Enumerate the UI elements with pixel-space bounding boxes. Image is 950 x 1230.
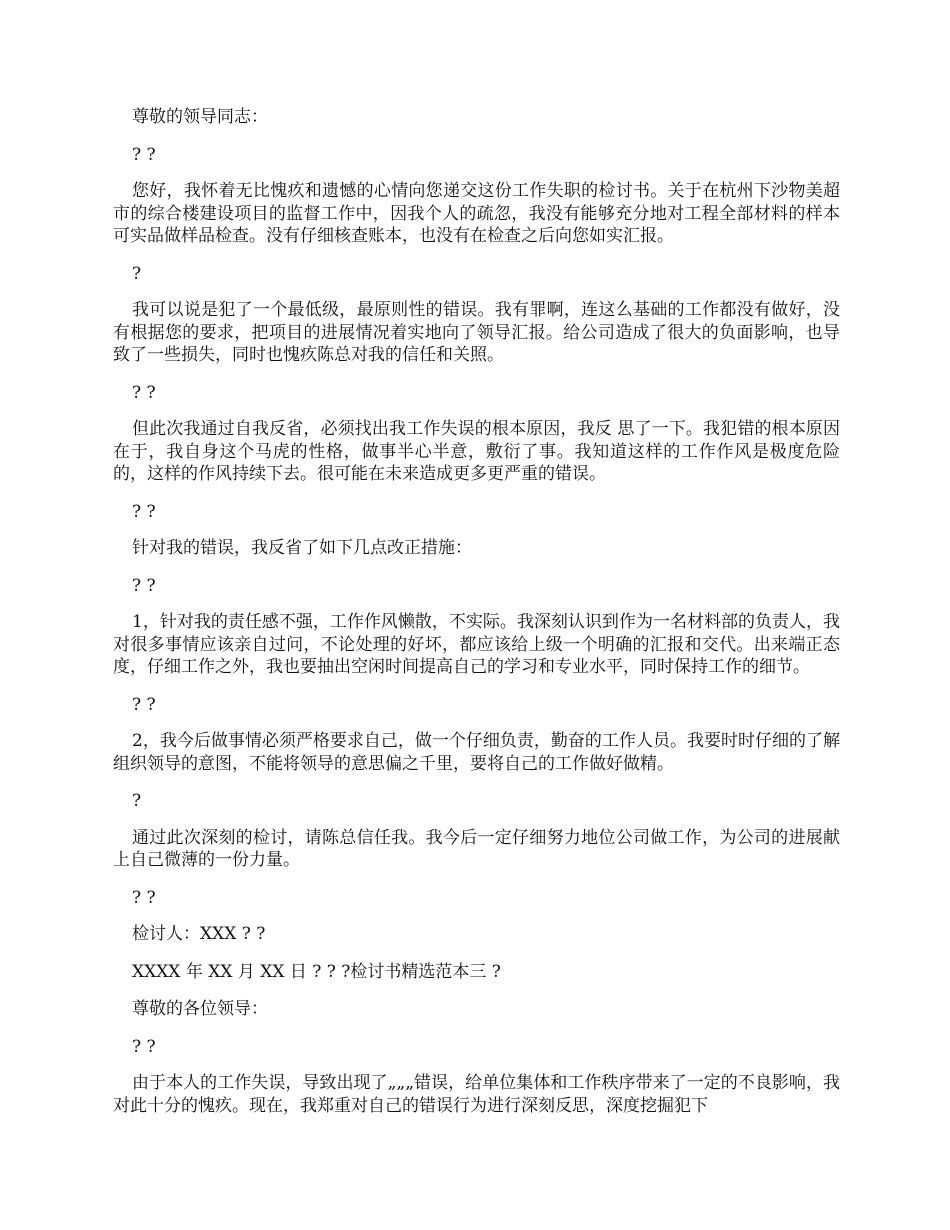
placeholder-marks: ? ? bbox=[132, 382, 156, 403]
placeholder-marks: ? ? bbox=[132, 887, 156, 908]
measure-item: 1，针对我的责任感不强，工作作风懒散，不实际。我深刻认识到作为一名材料部的负责人，我对很多事情应该亲自过问，不论处理的好坏，都应该给上级一个明确的汇报和交代。出来端正态度，仔细工作之外，我也要抽出空闲时间提高自己的学习和专业水平，同时保持工作的细节。 bbox=[113, 612, 840, 677]
salutation: 尊敬的领导同志： bbox=[132, 107, 268, 127]
placeholder-marks: ? ? bbox=[132, 1036, 156, 1057]
body-paragraph: 针对我的错误，我反省了如下几点改正措施： bbox=[132, 538, 472, 558]
measure-item: 2，我今后做事情必须严格要求自己，做一个仔细负责，勤奋的工作人员。我要时时仔细的了解组织领导的意图，不能将领导的意思偏之千里，要将自己的工作做好做精。 bbox=[113, 731, 840, 774]
body-paragraph: 我可以说是犯了一个最低级，最原则性的错误。我有罪啊，连这么基础的工作都没有做好，没有根据您的要求，把项目的进展情况着实地向了领导汇报。给公司造成了很大的负面影响，也导致了一些损失，同时也愧疚陈总对我的信任和关照。 bbox=[113, 300, 840, 365]
placeholder-marks: ? bbox=[132, 263, 142, 284]
body-paragraph: 由于本人的工作失误，导致出现了„„„错误，给单位集体和工作秩序带来了一定的不良影响，我对此十分的愧疚。现在，我郑重对自己的错误行为进行深刻反思，深度挖掘犯下 bbox=[113, 1073, 840, 1116]
signature-line: 检讨人：XXX ? ? bbox=[132, 924, 266, 944]
placeholder-marks: ? ? bbox=[132, 575, 156, 596]
date-line: XXXX 年 XX 月 XX 日 ? ? ?检讨书精选范本三 ? bbox=[132, 961, 501, 982]
body-paragraph: 但此次我通过自我反省，必须找出我工作失误的根本原因，我反 思了一下。我犯错的根本原因在于，我自身这个马虎的性格，做事半心半意，敷衍了事。我知道这样的工作作风是极度危险的，这样的作风持续下去。很可能在未来造成更多更严重的错误。 bbox=[113, 419, 840, 484]
placeholder-marks: ? ? bbox=[132, 144, 156, 165]
body-paragraph: 您好，我怀着无比愧疚和遗憾的心情向您递交这份工作失职的检讨书。关于在杭州下沙物美超市的综合楼建设项目的监督工作中，因我个人的疏忽，我没有能够充分地对工程全部材料的样本可实品做样品检查。没有仔细核查账本，也没有在检查之后向您如实汇报。 bbox=[113, 181, 840, 246]
document-body bbox=[113, 106, 840, 1132]
placeholder-marks: ? ? bbox=[132, 501, 156, 522]
body-paragraph: 通过此次深刻的检讨，请陈总信任我。我今后一定仔细努力地位公司做工作，为公司的进展献上自己微薄的一份力量。 bbox=[113, 827, 840, 870]
salutation: 尊敬的各位领导： bbox=[132, 999, 268, 1019]
placeholder-marks: ? bbox=[132, 791, 142, 811]
placeholder-marks: ? ? bbox=[132, 694, 156, 715]
